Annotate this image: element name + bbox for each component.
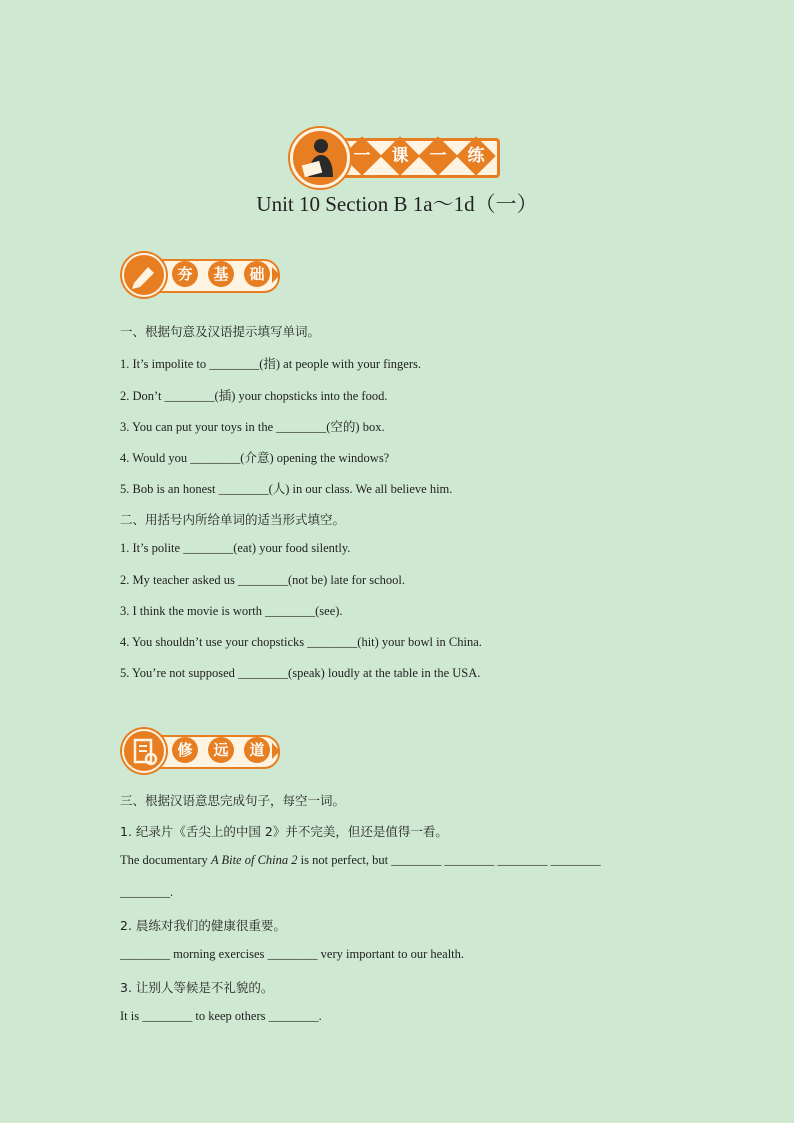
part3-q3-chinese: 3. 让别人等候是不礼貌的。	[120, 980, 274, 995]
reader-illustration-icon	[290, 128, 350, 188]
section-char-2: 基	[208, 261, 234, 287]
section-char-1: 夯	[172, 261, 198, 287]
part2-item-3: 3. I think the movie is worth ________(see).	[120, 604, 343, 618]
pencil-icon	[122, 253, 166, 297]
part2-item-4: 4. You shouldn’t use your chopsticks ________(hit) your bowl in China.	[120, 635, 482, 649]
part3-q1-english-cont: ________.	[120, 885, 174, 899]
section-char-2: 远	[208, 737, 234, 763]
section-header-basics	[122, 253, 282, 297]
section-char-1: 修	[172, 737, 198, 763]
part2-item-5: 5. You’re not supposed ________(speak) loudly at the table in the USA.	[120, 666, 481, 680]
part3-q2-chinese: 2. 晨练对我们的健康很重要。	[120, 918, 286, 933]
banner-char-1: 一	[342, 136, 382, 176]
part1-item-3: 3. You can put your toys in the ________(空的) box.	[120, 420, 385, 434]
part3-heading: 三、根据汉语意思完成句子，每空一词。	[120, 793, 346, 808]
part3-q2-english: ________ morning exercises ________ very important to our health.	[120, 947, 465, 961]
part1-item-4: 4. Would you ________(介意) opening the windows?	[120, 451, 390, 465]
banner-char-2: 课	[380, 136, 420, 176]
part2-item-1: 1. It’s polite ________(eat) your food silently.	[120, 541, 351, 555]
section-char-3: 础	[244, 261, 270, 287]
banner-char-4: 练	[456, 136, 496, 176]
arrow-icon	[272, 267, 280, 283]
part1-heading: 一、根据句意及汉语提示填写单词。	[120, 324, 321, 339]
section-char-3: 道	[244, 737, 270, 763]
part2-item-2: 2. My teacher asked us ________(not be) late for school.	[120, 573, 405, 587]
page-title: Unit 10 Section B 1a～1d（一）	[256, 192, 538, 216]
part1-item-1: 1. It’s impolite to ________(指) at people with your fingers.	[120, 357, 421, 371]
part3-q1-chinese: 1. 纪录片《舌尖上的中国 2》并不完美，但还是值得一看。	[120, 824, 448, 839]
lesson-banner	[290, 128, 500, 186]
banner-char-3: 一	[418, 136, 458, 176]
arrow-icon	[272, 743, 280, 759]
part1-item-2: 2. Don’t ________(插) your chopsticks into the food.	[120, 389, 388, 403]
part1-item-5: 5. Bob is an honest ________(人) in our class. We all believe him.	[120, 482, 453, 496]
book-icon	[122, 729, 166, 773]
part3-q3-english: It is ________ to keep others ________.	[120, 1009, 322, 1023]
part2-heading: 二、用括号内所给单词的适当形式填空。	[120, 512, 346, 527]
part3-q1-english: The documentary A Bite of China 2 is not perfect, but ________ ________ ________ ________	[120, 853, 601, 867]
documentary-title: A Bite of China 2	[210, 853, 298, 867]
section-header-advanced	[122, 729, 282, 773]
